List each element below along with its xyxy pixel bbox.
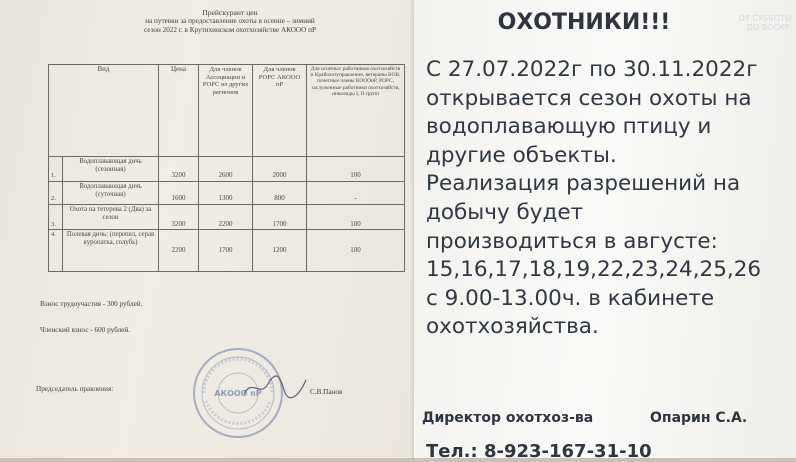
row-name: Водоплавающая дичь (сезонная): [63, 157, 159, 182]
price-list-title: Прейскурант цен: [202, 8, 258, 17]
column-header: Вид: [49, 65, 159, 157]
row-rors: 800: [253, 182, 307, 205]
row-name: Полевая дичь: (перепел, серая куропатка, голубь): [63, 230, 159, 272]
row-name: Водоплавающая дичь (суточная): [63, 182, 159, 205]
poster-line: водоплавающую птицу и: [426, 114, 712, 140]
row-price: 3200: [159, 205, 199, 230]
row-index: 1.: [49, 157, 63, 182]
row-staff: 100: [307, 205, 405, 230]
row-assoc: 2600: [199, 157, 253, 182]
chairman-name: С.В.Панов: [310, 388, 343, 396]
watermark-line: ДО ВОСКР.: [746, 23, 792, 32]
table-header-row: [49, 65, 405, 157]
column-header: Для членов РОРС АКООО пР: [253, 65, 307, 157]
row-index: 3.: [49, 205, 63, 230]
row-assoc: 1300: [199, 182, 253, 205]
poster-title: ОХОТНИКИ!!!: [497, 10, 671, 35]
table-row: [49, 230, 405, 272]
poster-line: 15,16,17,18,19,22,23,24,25,26: [426, 257, 762, 283]
price-table: [48, 64, 405, 272]
poster-line: производиться в августе:: [426, 228, 718, 254]
table-row: [49, 205, 405, 230]
row-staff: 100: [307, 157, 405, 182]
chairman-label: Председатель правления:: [36, 385, 114, 393]
director-name: Опарин С.А.: [650, 410, 748, 426]
column-header: Для членов Ассоциации и РОРС из других регионов: [199, 65, 253, 157]
poster-line: с 9.00-13.00ч. в кабинете: [426, 285, 715, 311]
poster-line: Реализация разрешений на: [426, 171, 741, 197]
poster-line: добычу будет: [426, 199, 584, 225]
chairman-signature: [240, 372, 310, 402]
row-price: 3200: [159, 157, 199, 182]
poster-line: другие объекты.: [426, 142, 617, 168]
row-index: 2.: [49, 182, 63, 205]
poster-body: [426, 56, 790, 342]
phone-number: Тел.: 8-923-167-31-10: [426, 441, 652, 462]
row-index: 4.: [49, 230, 63, 272]
table-row: [49, 182, 405, 205]
price-list-subtitle-1: на путевки за предоставление охоты в осенне – зимний: [145, 17, 315, 25]
column-header: Для штатных работников охотхозяйств и Крайохотуправления, ветераны ВОВ, почетные члены КОООиР, РОРС, заслуженные работники охотхозяйств, инвалиды I, II групп: [307, 65, 405, 157]
poster-line: охотхозяйства.: [426, 314, 599, 340]
price-list-subtitle-2: сезон 2022 г. в Крутихинском охотхозяйстве АКООО пР: [144, 26, 316, 34]
row-rors: 1200: [253, 230, 307, 272]
membership-fee-note: Членский взнос - 600 рублей.: [40, 326, 130, 334]
poster-line: открывается сезон охоты на: [426, 85, 752, 111]
watermark: [736, 14, 792, 32]
row-staff: 100: [307, 230, 405, 272]
row-price: 2200: [159, 230, 199, 272]
row-assoc: 2200: [199, 205, 253, 230]
column-header: Цена: [159, 65, 199, 157]
row-name: Охота на тетерева 2 (Два) за сезон: [63, 205, 159, 230]
row-staff: -: [307, 182, 405, 205]
watermark-line: ОТ СУББОТЫ: [738, 14, 792, 23]
price-list-header: [70, 8, 390, 35]
labor-fee-note: Взнос трудоучастия - 300 рублей.: [40, 300, 143, 308]
row-assoc: 1700: [199, 230, 253, 272]
row-rors: 2000: [253, 157, 307, 182]
stamp-text: АКООО пР: [214, 389, 262, 398]
row-rors: 1700: [253, 205, 307, 230]
announcement-poster: [414, 0, 796, 462]
director-label: Директор охотхоз-ва: [422, 410, 594, 426]
row-price: 1600: [159, 182, 199, 205]
table-row: [49, 157, 405, 182]
poster-line: С 27.07.2022г по 30.11.2022г: [426, 57, 758, 82]
